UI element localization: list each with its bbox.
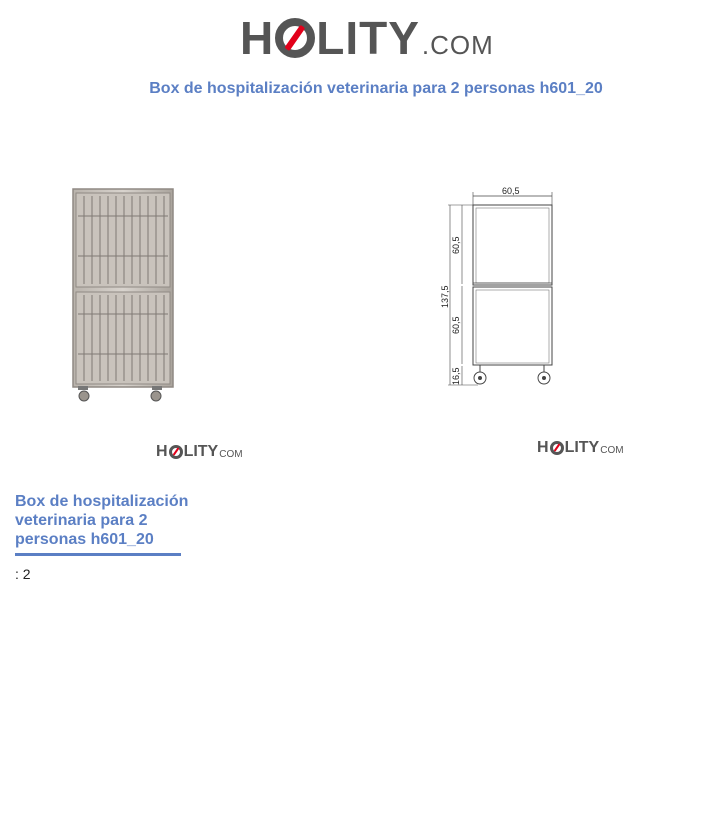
logo-text-lity: LITY bbox=[564, 439, 600, 456]
product-title: Box de hospitalización veterinaria para 2 personas h601_20 bbox=[15, 493, 189, 548]
holity-logo[interactable] bbox=[240, 12, 494, 64]
logo-text-com: COM bbox=[219, 449, 243, 460]
dimension-base-height-label: 16,5 bbox=[451, 367, 461, 385]
cage-photo-icon bbox=[73, 189, 173, 401]
title-underline bbox=[15, 553, 181, 556]
holity-logo-small bbox=[537, 438, 624, 458]
logo-text-lity: LITY bbox=[183, 443, 219, 460]
logo-text-h: H bbox=[240, 12, 275, 64]
logo-text-h: H bbox=[537, 439, 549, 456]
spec-line: : 2 bbox=[15, 566, 31, 582]
logo-o-icon bbox=[275, 18, 315, 58]
logo-text-lity: LITY bbox=[316, 12, 420, 64]
logo-text-h: H bbox=[156, 443, 168, 460]
product-photo bbox=[70, 186, 176, 406]
page-title: Box de hospitalización veterinaria para 2 personas h601_20 bbox=[149, 80, 603, 97]
dimension-drawing bbox=[438, 180, 558, 392]
logo-text-com: COM bbox=[600, 445, 624, 456]
logo-o-icon bbox=[169, 445, 183, 459]
dimension-upper-height-label: 60,5 bbox=[451, 236, 461, 254]
holity-logo-small bbox=[156, 442, 243, 462]
dimension-lower-height-label: 60,5 bbox=[451, 316, 461, 334]
dimension-width-label: 60,5 bbox=[502, 186, 520, 196]
logo-text-com: .COM bbox=[421, 29, 494, 60]
logo-o-icon bbox=[550, 441, 564, 455]
dimension-total-height-label: 137,5 bbox=[440, 285, 450, 308]
